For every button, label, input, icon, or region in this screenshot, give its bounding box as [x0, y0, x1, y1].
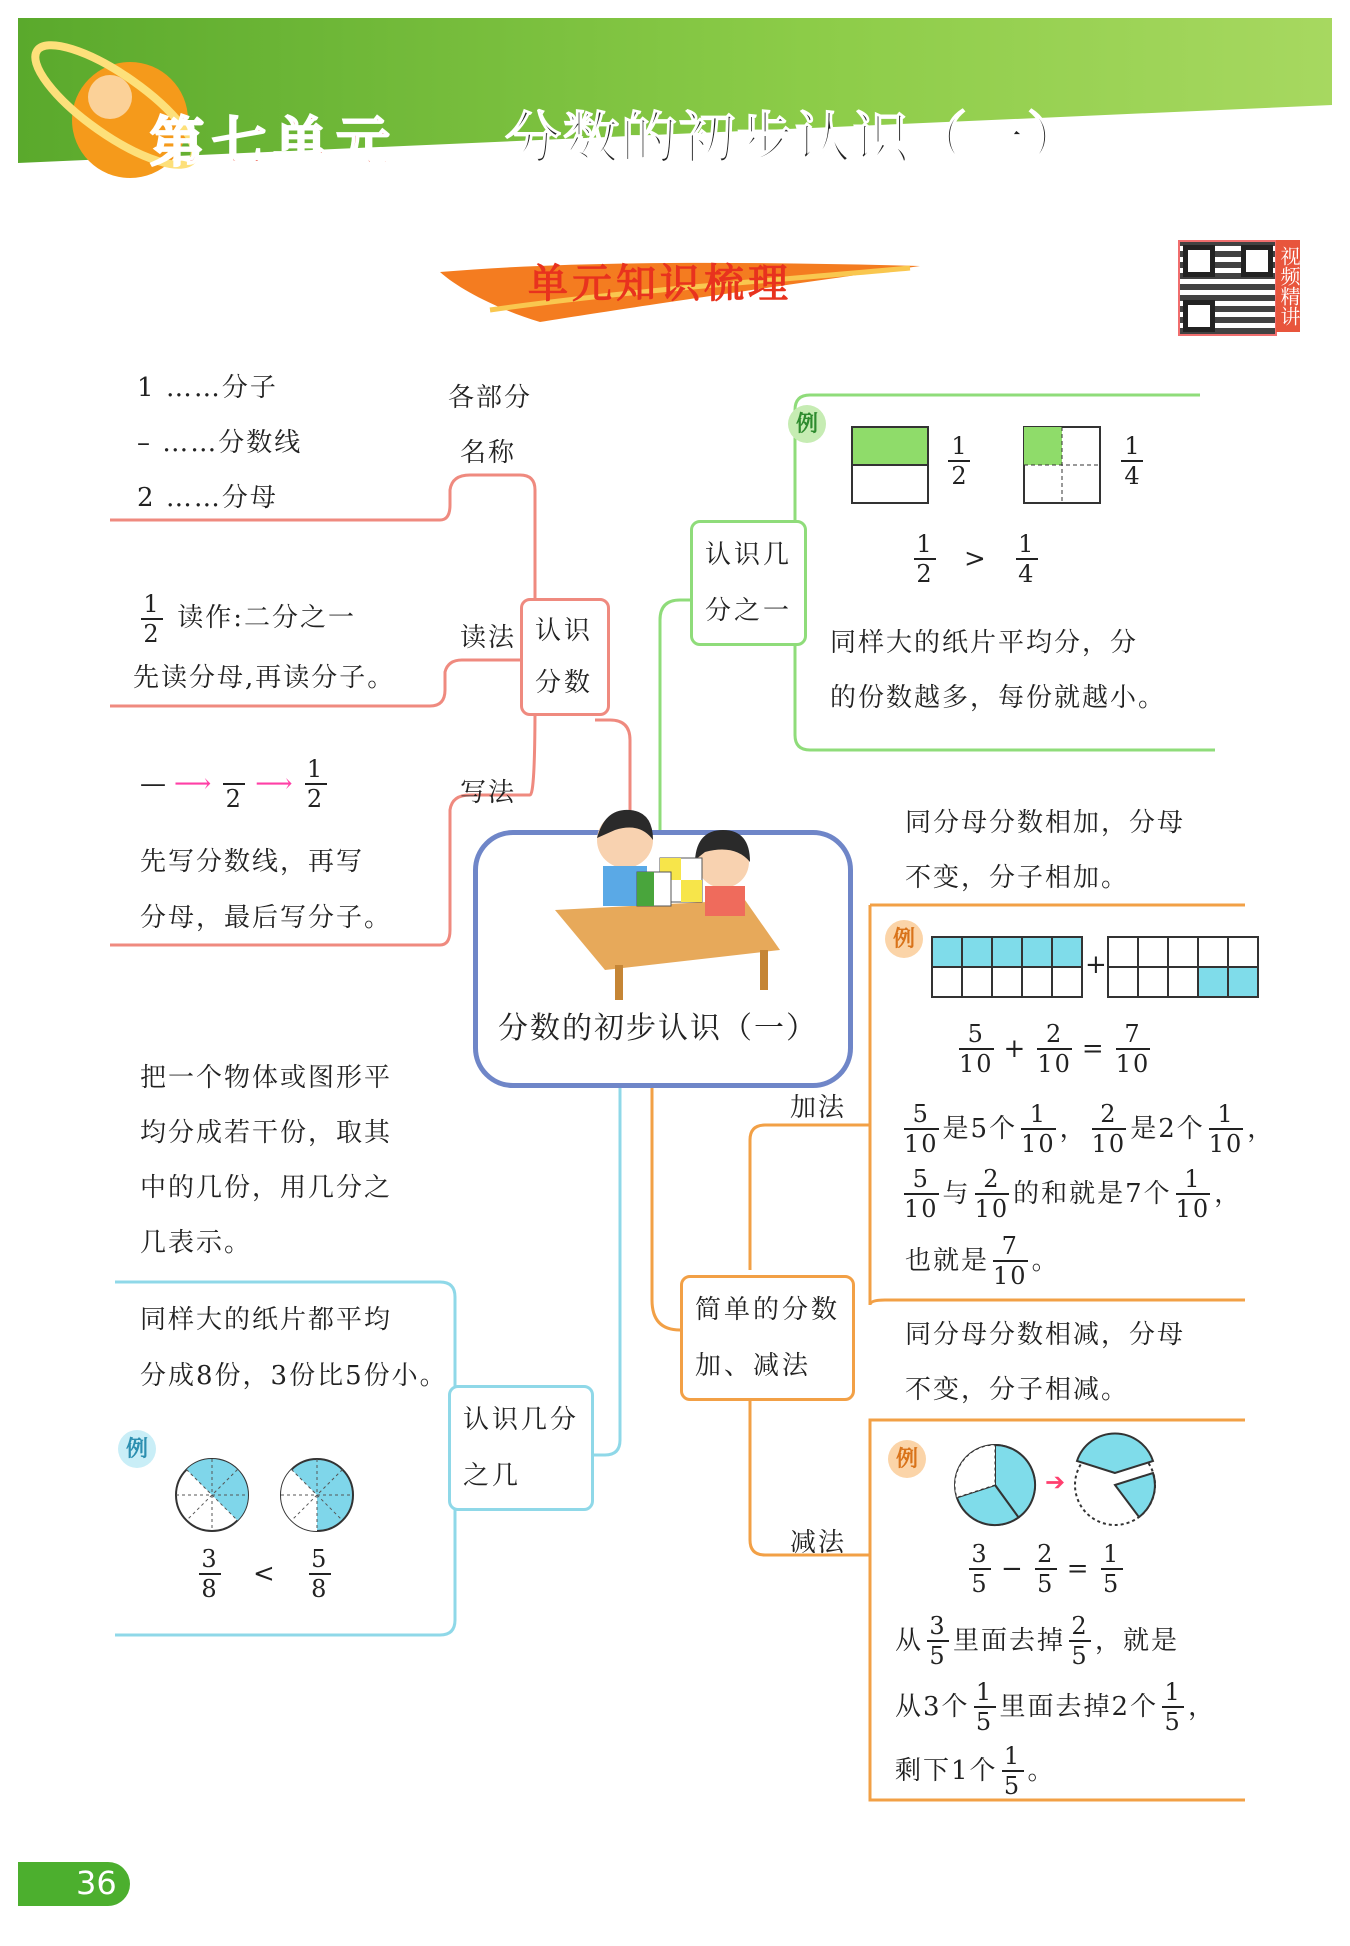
five-eighths: $\frac{5}{8}$: [309, 1545, 331, 1603]
fraction-one-half: $\frac{1}{2}$: [141, 590, 163, 648]
compare-eighths: [195, 1545, 335, 1603]
node-jifenzhiji-b: 之几: [463, 1461, 522, 1491]
add-equation: $\frac{5}{10}$ + $\frac{2}{10}$ = $\frac{7}{10}$: [959, 1020, 1151, 1078]
sub-equation: $\frac{3}{5}$ − $\frac{2}{5}$ = $\frac{1}{5}$: [965, 1540, 1127, 1598]
sub-eq-b: $\frac{2}{5}$: [1035, 1540, 1057, 1598]
compare-f1: $\frac{1}{2}$: [914, 530, 936, 588]
def-line-4: 几表示。: [140, 1228, 253, 1258]
compare-f2: $\frac{1}{4}$: [1016, 530, 1038, 588]
less-sign: <: [253, 1559, 277, 1589]
paper-half: [850, 425, 930, 505]
add-eq-b: $\frac{2}{10}$: [1037, 1020, 1072, 1078]
part-row-denominator: [137, 470, 278, 526]
node-jiajian[interactable]: [680, 1275, 855, 1401]
label-one-half: 1 2: [948, 432, 970, 490]
sub-explain-1: 从 $\frac{3}{5}$ 里面去掉 $\frac{2}{5}$ ，就是: [895, 1612, 1180, 1670]
read-line-1: 读作:二分之一: [177, 603, 357, 633]
node-jifenzhiyi[interactable]: [690, 520, 807, 646]
node-jifenzhiyi-b: 分之一: [705, 596, 793, 626]
sub-eq-a: $\frac{3}{5}$: [969, 1540, 991, 1598]
write-step-3: $\frac{1}{2}$: [305, 755, 327, 813]
unit-number: 第七单元: [150, 111, 398, 174]
jifenzhiji-line-1: 同样大的纸片都平均: [140, 1305, 393, 1335]
sub-rule-1: 同分母分数相减，分母: [905, 1320, 1186, 1350]
write-step-2: 2: [223, 755, 245, 813]
add-rule-2: 不变，分子相加。: [905, 863, 1130, 893]
fraction-line-symbol: –: [137, 428, 152, 458]
node-jifenzhiji[interactable]: [448, 1385, 594, 1511]
node-jifenzhiyi-a: 认识几: [705, 540, 793, 570]
read-example: [137, 590, 356, 648]
paper-quarter: [1022, 425, 1102, 505]
arrow-icon: ⟶: [255, 769, 295, 799]
arrow-icon: ➔: [1045, 1468, 1066, 1496]
denominator-symbol: 2: [137, 483, 156, 513]
sub-rule-2: 不变，分子相减。: [905, 1375, 1130, 1405]
def-line-1: 把一个物体或图形平: [140, 1063, 393, 1093]
compare-half-quarter: [910, 530, 1042, 588]
sub-explain-2: 从3个 $\frac{1}{5}$ 里面去掉2个 $\frac{1}{5}$ ，: [895, 1678, 1217, 1736]
def-line-2: 均分成若干份，取其: [140, 1118, 393, 1148]
add-explain-3: 也就是 $\frac{7}{10}$ 。: [905, 1232, 1060, 1290]
kids-illustration: [545, 800, 785, 1000]
add-eq-a: $\frac{5}{10}$: [959, 1020, 994, 1078]
node-renshi-fenshu[interactable]: [520, 598, 610, 716]
read-line-2: 先读分母,再读分子。: [133, 663, 396, 693]
add-rule-1: 同分母分数相加，分母: [905, 808, 1186, 838]
part-row-numerator: [137, 360, 278, 416]
example-badge: 例: [885, 920, 923, 958]
qr-tag: 视频精讲: [1276, 240, 1300, 332]
def-line-3: 中的几份，用几分之: [140, 1173, 393, 1203]
add-label: 加法: [790, 1093, 847, 1123]
node-renshi-label: 认识分数: [535, 616, 594, 698]
add-explain-2: $\frac{5}{10}$ 与 $\frac{2}{10}$ 的和就是7个 $\frac{1}{10}$ ，: [904, 1165, 1243, 1223]
example-badge: 例: [888, 1440, 926, 1478]
pie-fifths-3: [950, 1440, 1040, 1530]
write-step-dash: —: [140, 769, 168, 799]
example-badge: 例: [788, 405, 826, 443]
write-line-2: 分母，最后写分子。: [140, 903, 393, 933]
arrow-icon: ⟶: [174, 769, 214, 799]
sub-eq-c: $\frac{1}{5}$: [1101, 1540, 1123, 1598]
add-eq-c: $\frac{7}{10}$: [1115, 1020, 1151, 1078]
names-label-a: 各部分: [448, 383, 533, 413]
node-jifenzhiji-a: 认识几分: [463, 1405, 580, 1435]
numerator-symbol: 1: [137, 373, 156, 403]
plus-sign-diagram: +: [1085, 950, 1107, 980]
names-label-b: 名称: [460, 438, 517, 468]
write-line-1: 先写分数线，再写: [140, 847, 365, 877]
page-title: 分数的初步认识（一）: [505, 107, 1085, 172]
center-title: 分数的初步认识（一）: [498, 1011, 818, 1046]
example-badge: 例: [118, 1430, 156, 1468]
fraction-line-desc: ……分数线: [162, 428, 303, 458]
circle-eighths-5: [277, 1455, 357, 1535]
three-eighths: $\frac{3}{8}$: [199, 1545, 221, 1603]
sub-label: 减法: [790, 1528, 847, 1558]
circle-eighths-3: [172, 1455, 252, 1535]
section-banner: 单元知识梳理: [528, 261, 792, 307]
node-jiajian-a: 简单的分数: [695, 1295, 841, 1325]
numerator-desc: ……分子: [165, 373, 278, 403]
pie-fifths-split: [1065, 1425, 1165, 1530]
jifen-line-2: 的份数越多，每份就越小。: [830, 683, 1167, 713]
node-jiajian-b: 加、减法: [695, 1351, 812, 1381]
denominator-desc: ……分母: [165, 483, 278, 513]
jifenzhiji-line-2: 分成8份，3份比5份小。: [140, 1361, 448, 1391]
page-number: 36: [76, 1864, 117, 1902]
read-label: 读法: [460, 623, 517, 653]
part-row-line: [137, 415, 302, 471]
write-label: 写法: [460, 778, 517, 808]
jifen-line-1: 同样大的纸片平均分，分: [830, 628, 1139, 658]
greater-sign: >: [964, 544, 988, 574]
write-steps: [140, 755, 331, 813]
label-one-quarter: 1 4: [1121, 432, 1143, 490]
add-explain-1: $\frac{5}{10}$ 是5个 $\frac{1}{10}$ ， $\frac{2}{10}$ 是2个 $\frac{1}{10}$ ，: [904, 1100, 1276, 1158]
sub-explain-3: 剩下1个 $\frac{1}{5}$ 。: [895, 1742, 1056, 1800]
